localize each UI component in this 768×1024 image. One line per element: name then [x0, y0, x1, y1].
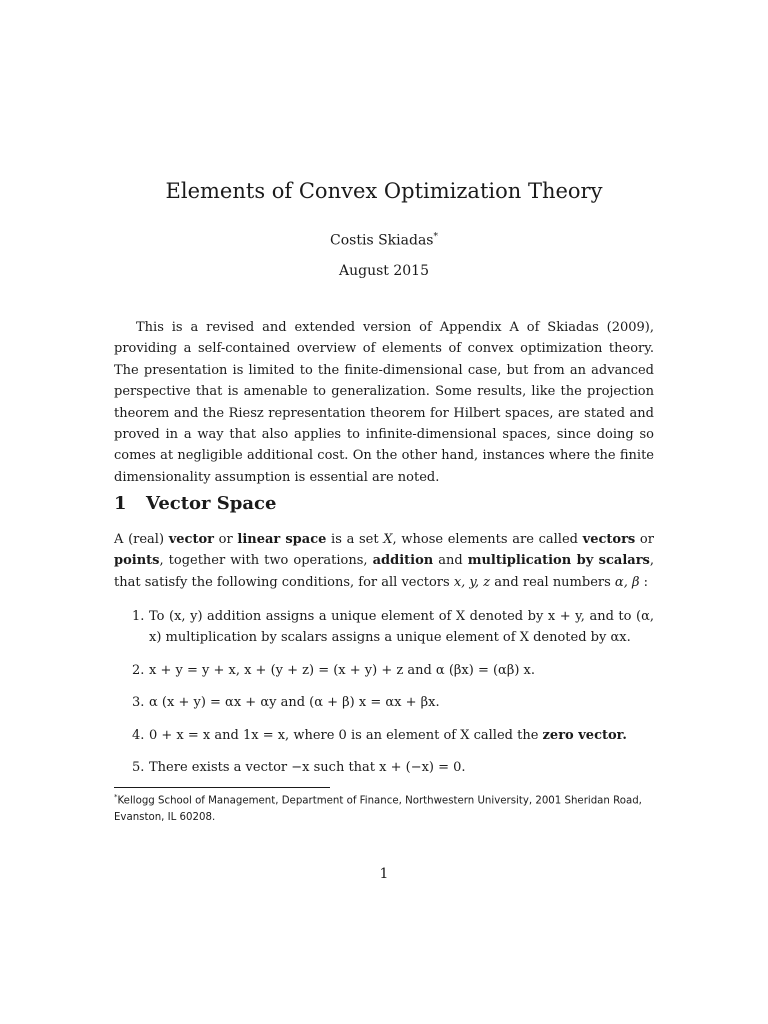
list-marker: 1. [132, 609, 145, 624]
intro-text: : [639, 574, 648, 590]
list-marker: 4. [132, 727, 145, 743]
math-symbol: α, β [614, 574, 640, 590]
footnote-mark: * [114, 793, 118, 801]
term-scalar-multiplication: multiplication by scalars [467, 553, 650, 569]
list-marker: 3. [132, 695, 145, 711]
list-item-text: To (x, y) addition assigns a unique element of X denoted by x + y, and to (α, x) multiplication by scalars assigns a unique element of X denoted by αx. [149, 609, 654, 646]
list-item-text: x + y = y + x, x + (y + z) = (x + y) + z and α (βx) = (αβ) x. [149, 662, 536, 678]
list-item [114, 660, 654, 681]
author-line [0, 227, 768, 251]
intro-text: and [433, 553, 468, 569]
list-item [114, 692, 654, 713]
math-symbol: x, y, z [453, 574, 491, 590]
list-item [114, 757, 654, 778]
list-marker: 5. [132, 760, 145, 776]
footnote-divider [114, 787, 330, 788]
math-symbol: X [383, 532, 393, 547]
list-item-text: 0 + x = x and 1x = x, where 0 is an element of X called the [149, 727, 543, 743]
list-item-text: There exists a vector −x such that x + (−x) = 0. [149, 760, 466, 776]
paper-title: Elements of Convex Optimization Theory [165, 179, 603, 203]
intro-text: and real numbers [490, 574, 615, 590]
abstract-paragraph: This is a revised and extended version of Appendix A of Skiadas (2009), providing a self-contained overview of elements of convex optimization theory. The presentation is limited to the finite-dimensional case, but from an advanced perspective that is amenable to generalization. Some results, like the projection theorem and the Riesz representation theorem for Hilbert spaces, are stated and proved in a way that also applies to infinite-dimensional spaces, since doing so comes at negligible additional cost. On the other hand, instances where the finite dimensionality assumption is essential are noted. [114, 320, 654, 485]
conditions-list [114, 606, 654, 789]
intro-text: or [635, 532, 654, 547]
author-footnote-mark: * [433, 232, 438, 242]
intro-text: or [213, 532, 238, 547]
term-addition: addition [372, 553, 434, 569]
term-zero-vector: zero vector. [542, 727, 627, 743]
list-item [114, 606, 654, 649]
publication-date: August 2015 [339, 263, 429, 279]
section-title: Vector Space [146, 493, 277, 514]
term-points: points [114, 553, 160, 569]
list-item-text: α (x + y) = αx + αy and (α + β) x = αx + βx. [149, 695, 440, 711]
footnote-text: Kellogg School of Management, Department of Finance, Northwestern University, 2001 Sheridan Road, Evanston, IL 60208. [114, 795, 642, 824]
term-vector: vector [168, 532, 214, 547]
term-vectors: vectors [582, 532, 636, 547]
intro-paragraph [114, 529, 654, 593]
author-name: Costis Skiadas [330, 232, 434, 249]
section-heading [114, 491, 276, 517]
intro-text: , that satisfy the following conditions, for all vectors [114, 553, 654, 590]
term-linear-space: linear space [237, 532, 327, 547]
list-item [114, 725, 654, 746]
intro-text: is a set [326, 532, 384, 547]
section-number: 1 [114, 493, 127, 514]
intro-text: A (real) [114, 532, 169, 547]
footnote [114, 789, 654, 826]
list-marker: 2. [132, 662, 145, 678]
intro-text: , together with two operations, [159, 553, 373, 569]
page-number: 1 [379, 866, 389, 882]
intro-text: , whose elements are called [392, 532, 583, 547]
